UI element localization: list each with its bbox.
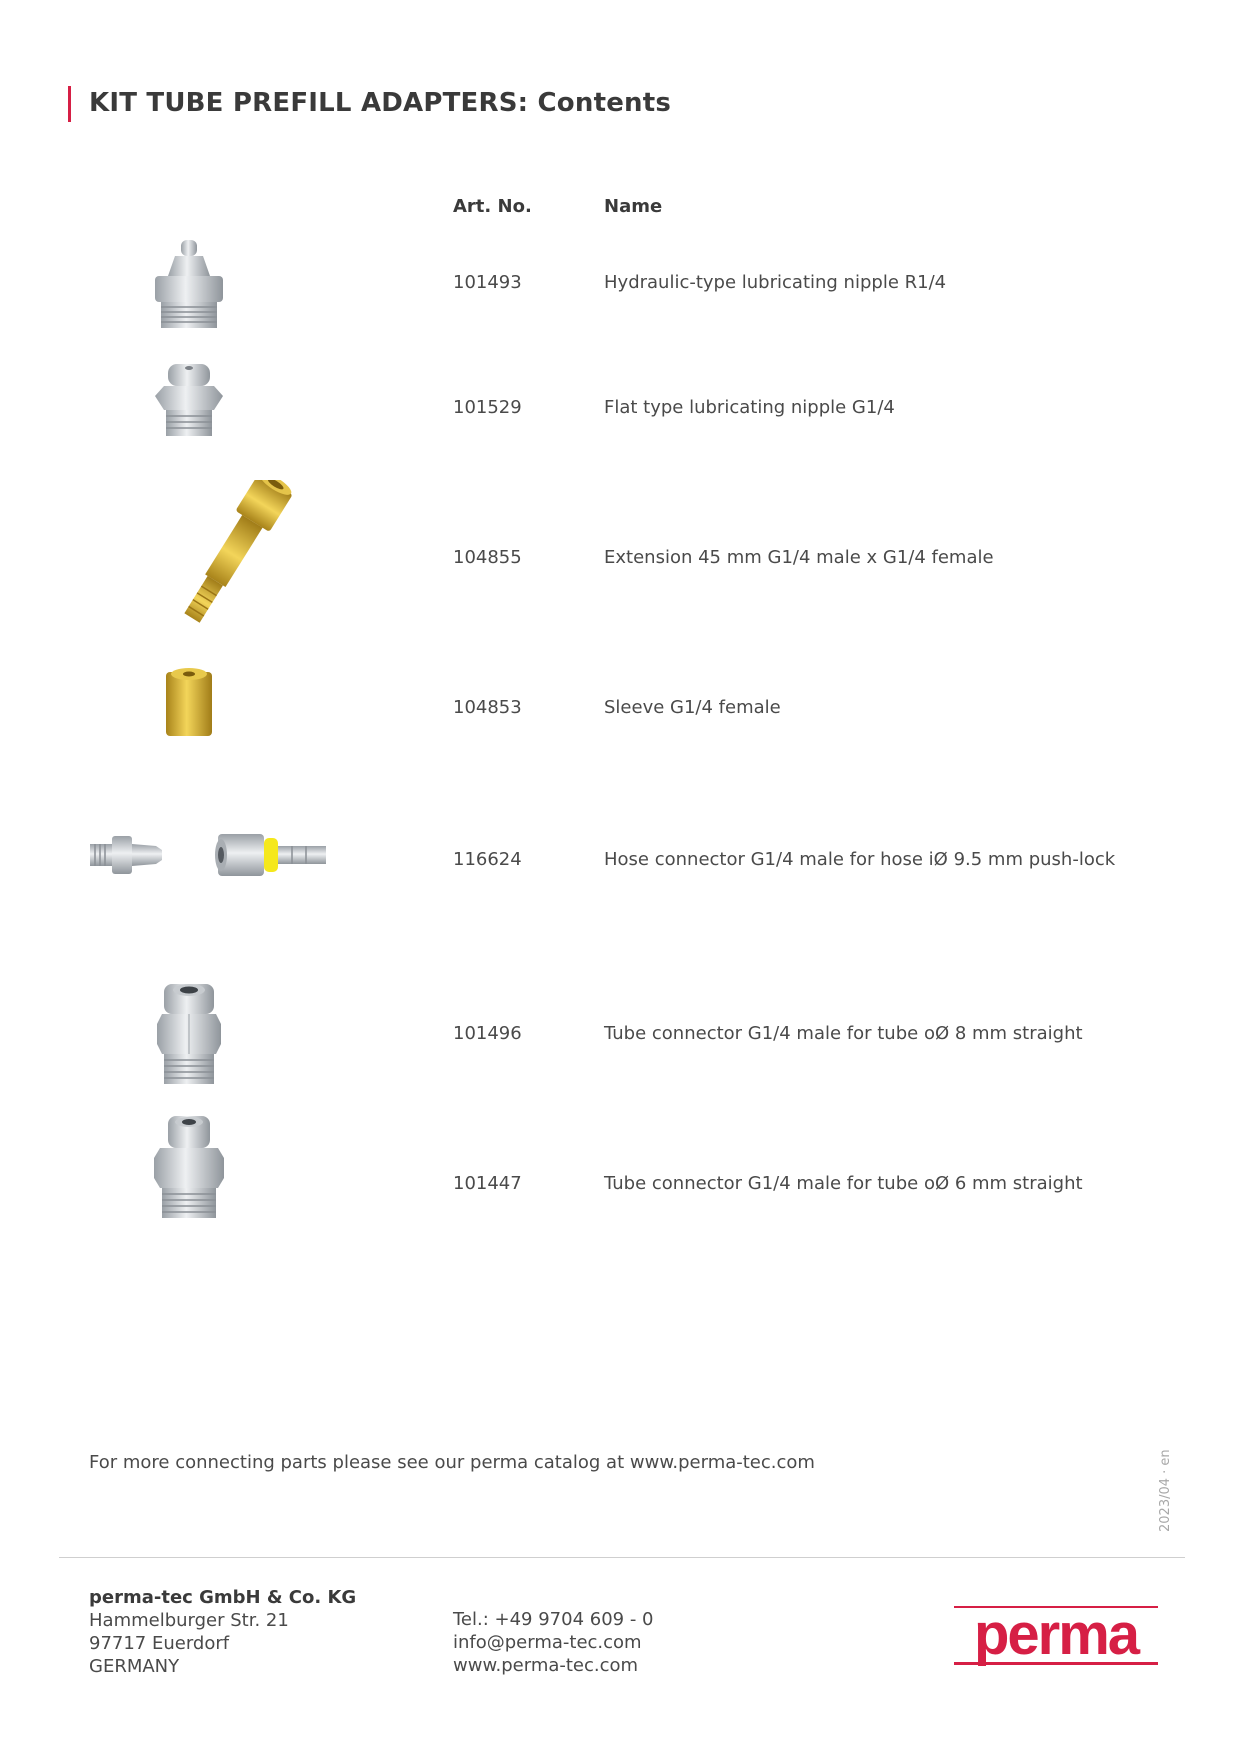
perma-logo — [952, 1604, 1162, 1668]
email-link[interactable]: info@perma-tec.com — [453, 1632, 642, 1653]
column-header-name: Name — [604, 196, 663, 217]
art-no-116624: 116624 — [453, 849, 522, 870]
address-street: Hammelburger Str. 21 — [89, 1610, 289, 1631]
column-header-art-no: Art. No. — [453, 196, 532, 217]
art-no-104855: 104855 — [453, 547, 522, 568]
document-version: 2023/04 · en — [1158, 1449, 1173, 1532]
art-no-101493: 101493 — [453, 272, 522, 293]
catalog-note: For more connecting parts please see our perma catalog at www.perma-tec.com — [89, 1452, 815, 1473]
name-101447: Tube connector G1/4 male for tube oØ 6 mm straight — [604, 1173, 1083, 1194]
contact-block — [453, 1608, 654, 1677]
tube-connector-6mm-image — [80, 1112, 420, 1222]
phone-number: Tel.: +49 9704 609 - 0 — [453, 1609, 654, 1630]
name-104855: Extension 45 mm G1/4 male x G1/4 female — [604, 547, 994, 568]
extension-image — [80, 480, 420, 626]
address-country: GERMANY — [89, 1656, 180, 1677]
address-city: 97717 Euerdorf — [89, 1633, 230, 1654]
company-name: perma-tec GmbH & Co. KG — [89, 1587, 357, 1608]
logo-text: perma — [973, 1604, 1139, 1667]
website-link[interactable]: www.perma-tec.com — [453, 1655, 639, 1676]
art-no-104853: 104853 — [453, 697, 522, 718]
sleeve-image — [80, 664, 420, 744]
hydraulic-nipple-image — [80, 236, 420, 332]
tube-connector-8mm-image — [80, 980, 420, 1088]
title-accent-bar — [68, 86, 71, 122]
hose-connector-image — [80, 824, 420, 890]
company-address — [89, 1586, 356, 1678]
name-104853: Sleeve G1/4 female — [604, 697, 781, 718]
page-title: KIT TUBE PREFILL ADAPTERS: Contents — [89, 88, 672, 118]
name-101529: Flat type lubricating nipple G1/4 — [604, 397, 895, 418]
name-101496: Tube connector G1/4 male for tube oØ 8 mm straight — [604, 1023, 1083, 1044]
art-no-101447: 101447 — [453, 1173, 522, 1194]
name-101493: Hydraulic-type lubricating nipple R1/4 — [604, 272, 947, 293]
art-no-101496: 101496 — [453, 1023, 522, 1044]
flat-nipple-image — [80, 362, 420, 442]
name-116624: Hose connector G1/4 male for hose iØ 9.5 mm push-lock — [604, 849, 1116, 870]
art-no-101529: 101529 — [453, 397, 522, 418]
footer-divider — [59, 1557, 1185, 1558]
